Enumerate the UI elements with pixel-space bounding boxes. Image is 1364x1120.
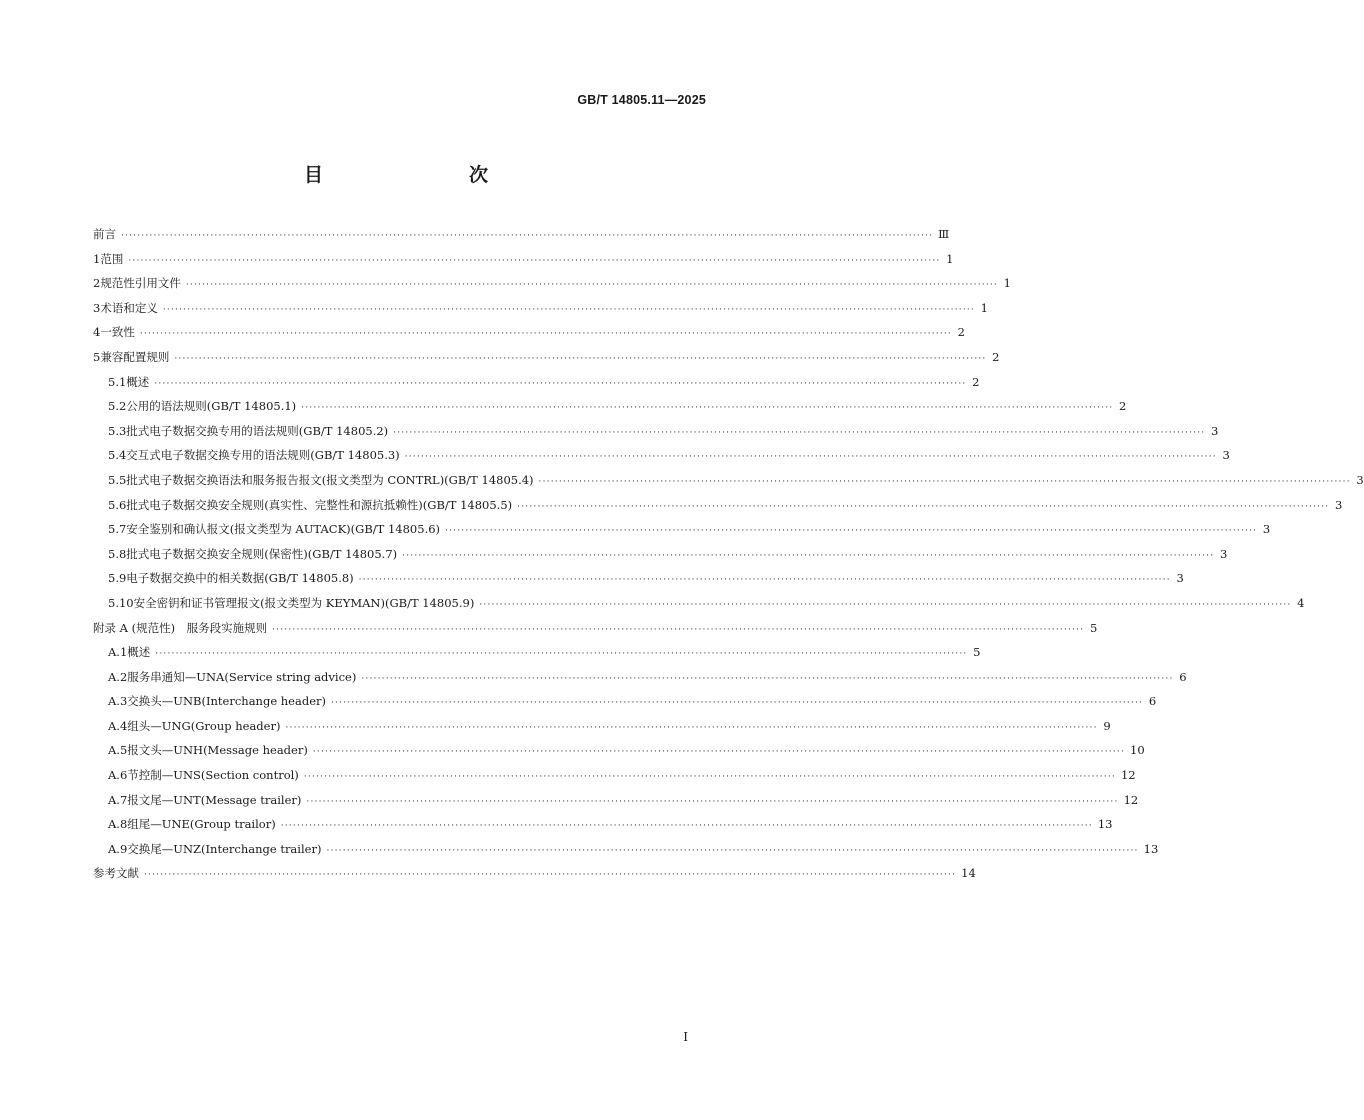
- toc-entry-title: 安全鉴别和确认报文(报文类型为 AUTACK)(GB/T 14805.6): [126, 522, 441, 537]
- toc-entry[interactable]: [93, 521, 1271, 546]
- toc-entry-page: 14: [961, 866, 976, 881]
- toc-entry-page: 5: [973, 645, 981, 660]
- toc-entry-title: 安全密钥和证书管理报文(报文类型为 KEYMAN)(GB/T 14805.9): [133, 595, 475, 610]
- toc-entry-title: 交换尾—UNZ(Interchange trailer): [127, 841, 322, 856]
- toc-entry[interactable]: [93, 570, 1184, 595]
- toc-entry[interactable]: [93, 669, 1187, 694]
- toc-entry-page: 2: [972, 374, 980, 389]
- toc-title: 目 次: [303, 164, 524, 186]
- toc-entry[interactable]: [93, 546, 1228, 571]
- toc-entry-number: A.3: [108, 694, 128, 709]
- toc-entry[interactable]: [93, 644, 981, 669]
- toc-entry[interactable]: [93, 693, 1157, 718]
- toc-entry-title: 批式电子数据交换安全规则(真实性、完整性和源抗抵赖性)(GB/T 14805.5): [126, 497, 513, 512]
- toc-entry-title: 术语和定义: [100, 300, 158, 315]
- toc-entry-title: 概述: [126, 374, 150, 389]
- toc-entry[interactable]: [93, 251, 954, 276]
- toc-entry-page: 3: [1219, 546, 1228, 561]
- toc-entry-page: 13: [1143, 841, 1159, 856]
- toc-leader-dots: ········································································································································································································: [185, 280, 998, 291]
- toc-entry-number: 5.10: [108, 595, 134, 610]
- toc-entry-page: 2: [957, 325, 965, 340]
- toc-entry[interactable]: [93, 718, 1111, 743]
- toc-entry-page: 12: [1123, 792, 1139, 807]
- toc-entry-page: 10: [1130, 743, 1145, 758]
- toc-entry[interactable]: [93, 275, 1011, 300]
- toc-entry-title: 公用的语法规则(GB/T 14805.1): [126, 399, 297, 414]
- toc-entry[interactable]: [93, 398, 1127, 423]
- toc-leader-dots: ········································································································································································································: [361, 673, 1174, 684]
- toc-entry[interactable]: [93, 620, 1098, 645]
- toc-entry[interactable]: [93, 497, 1343, 522]
- toc-entry-page: 6: [1148, 694, 1157, 709]
- toc-entry-page: 4: [1297, 595, 1305, 610]
- toc-entry-page: 5: [1089, 620, 1098, 635]
- toc-entry-title: 范围: [100, 251, 124, 266]
- toc-leader-dots: ········································································································································································································: [285, 722, 1098, 733]
- toc-entry[interactable]: [93, 742, 1145, 767]
- toc-entry-page: 1: [946, 251, 954, 266]
- toc-entry[interactable]: [93, 595, 1305, 620]
- toc-leader-dots: ········································································································································································································: [306, 796, 1119, 807]
- toc-entry-page: 6: [1179, 669, 1187, 684]
- toc-entry-title: 概述: [127, 645, 151, 660]
- toc-entry[interactable]: [93, 423, 1219, 448]
- toc-entry-number: A.2: [108, 669, 128, 684]
- toc-entry-number: 5.9: [108, 571, 127, 586]
- toc-entry-number: A.8: [108, 817, 128, 832]
- toc-entry-title: 批式电子数据交换专用的语法规则(GB/T 14805.2): [126, 423, 389, 438]
- toc-entry-title: 交换头—UNB(Interchange header): [127, 694, 326, 709]
- toc-entry[interactable]: [93, 447, 1230, 472]
- toc-entry-title: 组尾—UNE(Group trailor): [127, 817, 276, 832]
- toc-entry[interactable]: [93, 324, 965, 349]
- toc-leader-dots: ········································································································································································································: [301, 403, 1114, 414]
- toc-entry-number: 5.3: [108, 423, 127, 438]
- toc-entry[interactable]: [93, 300, 988, 325]
- toc-leader-dots: ········································································································································································································: [154, 378, 967, 389]
- toc-leader-dots: ········································································································································································································: [272, 624, 1085, 635]
- toc-leader-dots: ········································································································································································································: [517, 501, 1330, 512]
- toc-entry-page: 2: [992, 349, 1000, 364]
- toc-leader-dots: ········································································································································································································: [155, 649, 968, 660]
- toc-entry[interactable]: [93, 816, 1113, 841]
- toc-entry[interactable]: [93, 226, 950, 251]
- toc-leader-dots: ········································································································································································································: [280, 821, 1093, 832]
- toc-entry-number: A.6: [108, 768, 128, 783]
- toc-entry-number: 5.1: [108, 374, 127, 389]
- toc-leader-dots: ········································································································································································································: [174, 353, 987, 364]
- toc-entry-page: 13: [1097, 817, 1113, 832]
- toc-leader-dots: ········································································································································································································: [303, 772, 1116, 783]
- toc-entry-number: 1: [93, 251, 101, 266]
- toc-entry-page: 9: [1103, 718, 1111, 733]
- standard-code: GB/T 14805.11—2025: [577, 93, 706, 107]
- toc-entry-title: 报文头—UNH(Message header): [127, 743, 308, 758]
- toc-entry[interactable]: [93, 472, 1364, 497]
- toc-leader-dots: ········································································································································································································: [144, 870, 957, 881]
- toc-entry-number: 4: [93, 325, 101, 340]
- toc-entry-page: 12: [1120, 768, 1136, 783]
- toc-entry-title: 批式电子数据交换安全规则(保密性)(GB/T 14805.7): [126, 546, 398, 561]
- toc-entry-number: 5.5: [108, 472, 127, 487]
- toc-leader-dots: ········································································································································································································: [358, 575, 1171, 586]
- toc-entry[interactable]: [93, 374, 980, 399]
- toc-leader-dots: ········································································································································································································: [445, 526, 1258, 537]
- toc-entry-page: 3: [1222, 448, 1230, 463]
- toc-entry-title: 电子数据交换中的相关数据(GB/T 14805.8): [126, 571, 354, 586]
- toc-entry-page: Ⅲ: [938, 227, 950, 241]
- toc-leader-dots: ········································································································································································································: [121, 231, 934, 241]
- toc-entry-title: 组头—UNG(Group header): [127, 718, 281, 733]
- toc-entry-page: 3: [1356, 472, 1364, 487]
- toc-entry[interactable]: [93, 349, 1000, 374]
- toc-entry[interactable]: [93, 767, 1136, 792]
- toc-leader-dots: ········································································································································································································: [331, 698, 1144, 709]
- toc-entry-title: 节控制—UNS(Section control): [127, 768, 299, 783]
- toc-entry-title: 前言: [93, 227, 116, 241]
- toc-entry-page: 2: [1119, 399, 1127, 414]
- toc-leader-dots: ········································································································································································································: [162, 304, 975, 315]
- toc-entry[interactable]: [93, 865, 976, 890]
- toc-entry[interactable]: [93, 792, 1139, 817]
- toc-leader-dots: ········································································································································································································: [402, 550, 1215, 561]
- toc-entry-number: A.1: [108, 645, 128, 660]
- page-number: I: [683, 1030, 688, 1044]
- toc-leader-dots: ········································································································································································································: [479, 599, 1292, 610]
- toc-entry-title: 附录 A (规范性) 服务段实施规则: [93, 620, 268, 635]
- toc-entry-number: A.9: [108, 841, 128, 856]
- toc-entry[interactable]: [93, 841, 1159, 866]
- toc-entry-page: 3: [1334, 497, 1343, 512]
- toc-leader-dots: ········································································································································································································: [326, 845, 1139, 856]
- toc-entry-page: 3: [1176, 571, 1184, 586]
- toc-leader-dots: ········································································································································································································: [139, 329, 952, 340]
- toc-leader-dots: ········································································································································································································: [393, 427, 1206, 438]
- toc-entry-number: 5.8: [108, 546, 127, 561]
- toc-entry-title: 参考文献: [93, 866, 139, 881]
- toc-entry-title: 兼容配置规则: [100, 349, 170, 364]
- toc-entry-number: 5.2: [108, 399, 127, 414]
- toc-entry-number: 5.4: [108, 448, 127, 463]
- toc-entry-title: 批式电子数据交换语法和服务报告报文(报文类型为 CONTRL)(GB/T 14805.4): [126, 472, 534, 487]
- toc-entry-title: 一致性: [100, 325, 135, 340]
- toc-entry-number: 5.7: [108, 522, 127, 537]
- toc-leader-dots: ········································································································································································································: [312, 747, 1126, 758]
- toc-entry-number: 5.6: [108, 497, 127, 512]
- toc-leader-dots: ········································································································································································································: [128, 255, 941, 266]
- toc-entry-page: 3: [1262, 522, 1271, 537]
- toc-entry-title: 报文尾—UNT(Message trailer): [127, 792, 302, 807]
- toc-entry-page: 1: [1003, 276, 1011, 291]
- toc-entry-number: 5: [93, 349, 101, 364]
- toc-leader-dots: ········································································································································································································: [404, 452, 1217, 463]
- toc-entry-title: 规范性引用文件: [100, 276, 181, 291]
- toc-entry-title: 交互式电子数据交换专用的语法规则(GB/T 14805.3): [126, 448, 400, 463]
- table-of-contents: [93, 226, 1364, 890]
- toc-entry-page: 3: [1211, 423, 1219, 438]
- toc-entry-number: A.4: [108, 718, 128, 733]
- toc-leader-dots: ········································································································································································································: [538, 476, 1351, 487]
- toc-entry-title: 服务串通知—UNA(Service string advice): [127, 669, 357, 684]
- toc-entry-number: A.5: [108, 743, 128, 758]
- toc-entry-number: 2: [93, 276, 101, 291]
- toc-entry-page: 1: [980, 300, 988, 315]
- toc-entry-number: A.7: [108, 792, 128, 807]
- toc-entry-number: 3: [93, 300, 101, 315]
